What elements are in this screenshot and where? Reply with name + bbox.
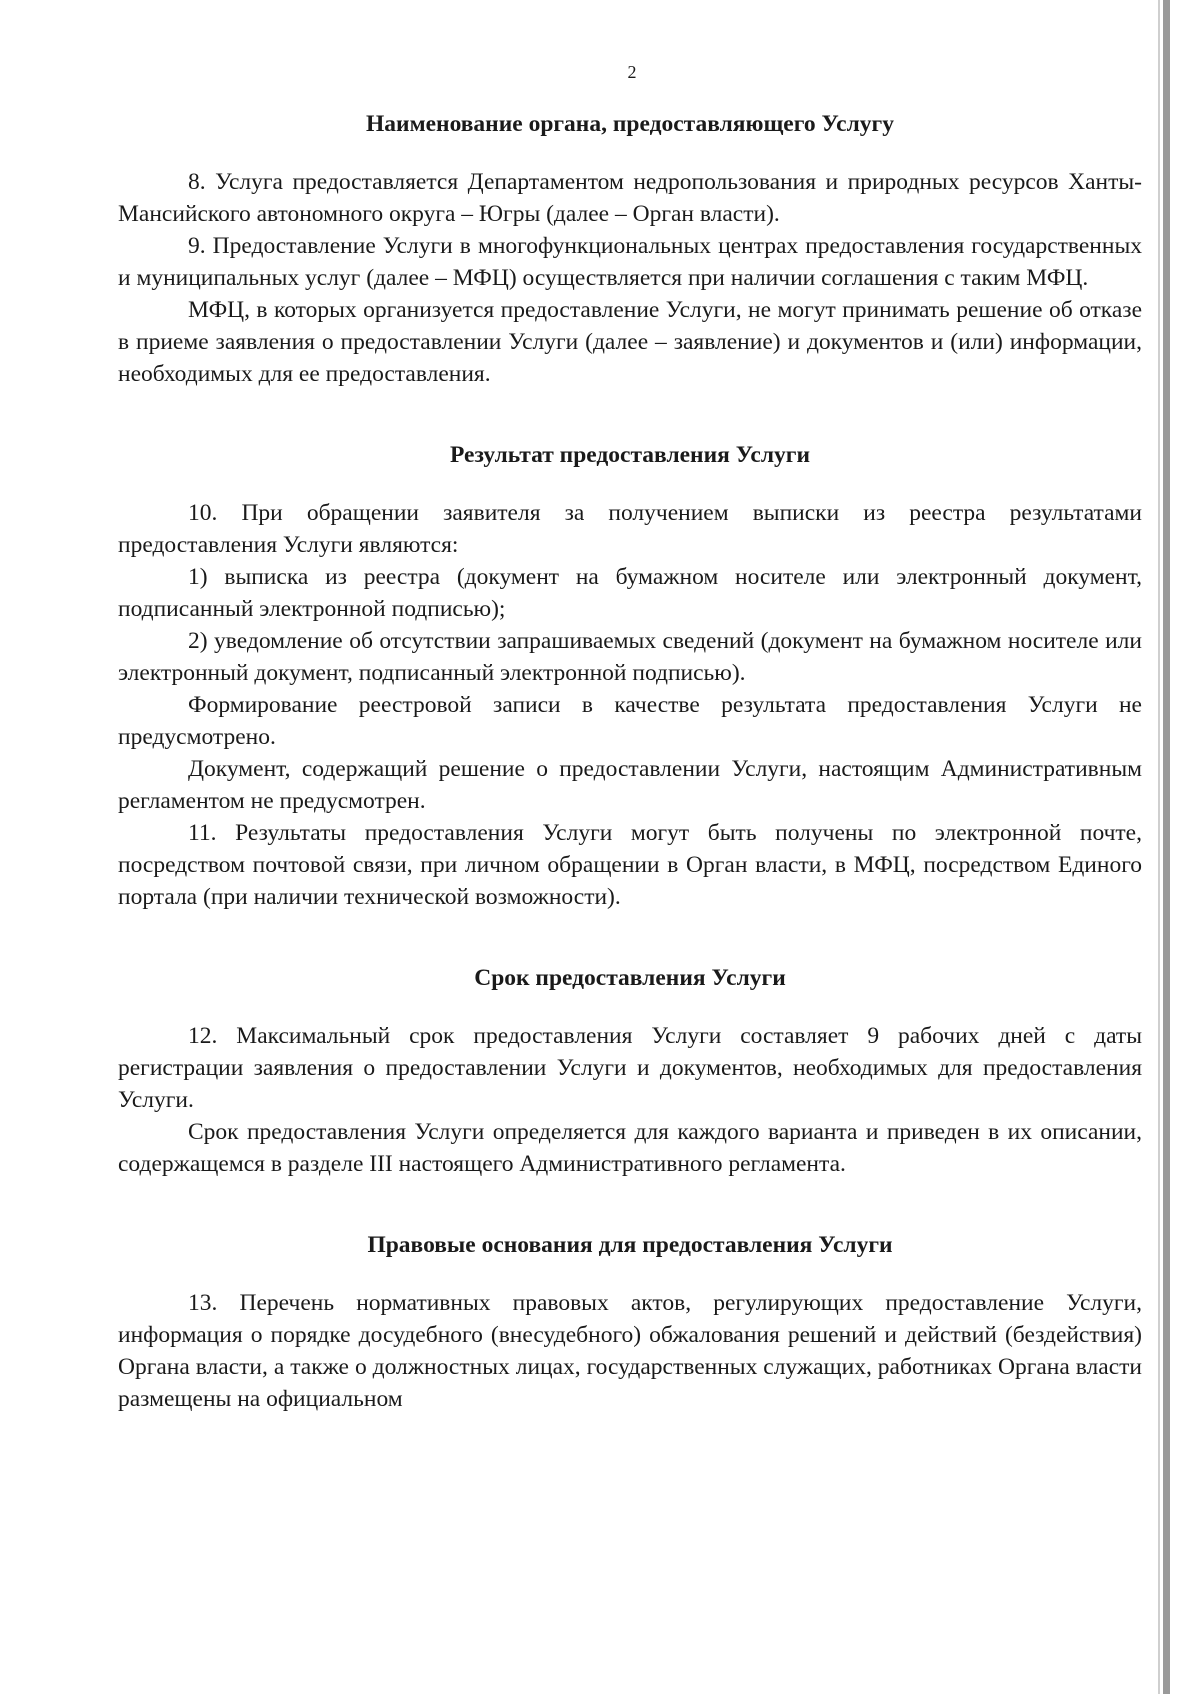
section-heading-legal-basis: Правовые основания для предоставления Услуги bbox=[367, 1232, 893, 1258]
paragraph-mfc: МФЦ, в которых организуется предоставление Услуги, не могут принимать решение об отказе в приеме заявления о предоставлении Услуги (далее – заявление) и документов и (или) информации, необходимых для ее предоставления. bbox=[118, 297, 1142, 387]
paragraph-10-item-2: 2) уведомление об отсутствии запрашиваемых сведений (документ на бумажном носителе или электронный документ, подписанный электронной подписью). bbox=[118, 628, 1142, 686]
paragraph-10-item-1: 1) выписка из реестра (документ на бумажном носителе или электронный документ, подписанный электронной подписью); bbox=[118, 564, 1142, 622]
paragraph-13: 13. Перечень нормативных правовых актов, регулирующих предоставление Услуги, информация о порядке досудебного (внесудебного) обжалования решений и действий (бездействия) Органа власти, а также о должностных лицах, государственных служащих, работниках Органа власти размещены на официальном bbox=[118, 1290, 1142, 1412]
page-number: 2 bbox=[627, 62, 637, 82]
section-heading-term: Срок предоставления Услуги bbox=[474, 965, 786, 991]
paragraph-12: 12. Максимальный срок предоставления Услуги составляет 9 рабочих дней с даты регистрации заявления о предоставлении Услуги и документов, необходимых для предоставления Услуги. bbox=[118, 1023, 1142, 1113]
paragraph-registry-record: Формирование реестровой записи в качестве результата предоставления Услуги не предусмотрено. bbox=[118, 692, 1142, 750]
paragraph-10: 10. При обращении заявителя за получением выписки из реестра результатами предоставления Услуги являются: bbox=[118, 500, 1142, 558]
paragraph-term-variants: Срок предоставления Услуги определяется для каждого варианта и приведен в их описании, содержащемся в разделе III настоящего Административного регламента. bbox=[118, 1119, 1142, 1177]
paragraph-decision-document: Документ, содержащий решение о предоставлении Услуги, настоящим Административным регламентом не предусмотрен. bbox=[118, 756, 1142, 814]
section-heading-authority: Наименование органа, предоставляющего Услугу bbox=[366, 111, 894, 137]
paragraph-9: 9. Предоставление Услуги в многофункциональных центрах предоставления государственных и муниципальных услуг (далее – МФЦ) осуществляется при наличии соглашения с таким МФЦ. bbox=[118, 233, 1142, 291]
paragraph-8: 8. Услуга предоставляется Департаментом недропользования и природных ресурсов Ханты-Мансийского автономного округа – Югры (далее – Орган власти). bbox=[118, 169, 1142, 227]
document-body bbox=[118, 108, 1142, 1415]
section-heading-result: Результат предоставления Услуги bbox=[449, 442, 811, 468]
scan-edge bbox=[1163, 0, 1170, 1694]
paragraph-11: 11. Результаты предоставления Услуги могут быть получены по электронной почте, посредством почтовой связи, при личном обращении в Орган власти, в МФЦ, посредством Единого портала (при наличии технической возможности). bbox=[118, 820, 1142, 910]
scan-edge-shadow bbox=[1158, 0, 1160, 1694]
